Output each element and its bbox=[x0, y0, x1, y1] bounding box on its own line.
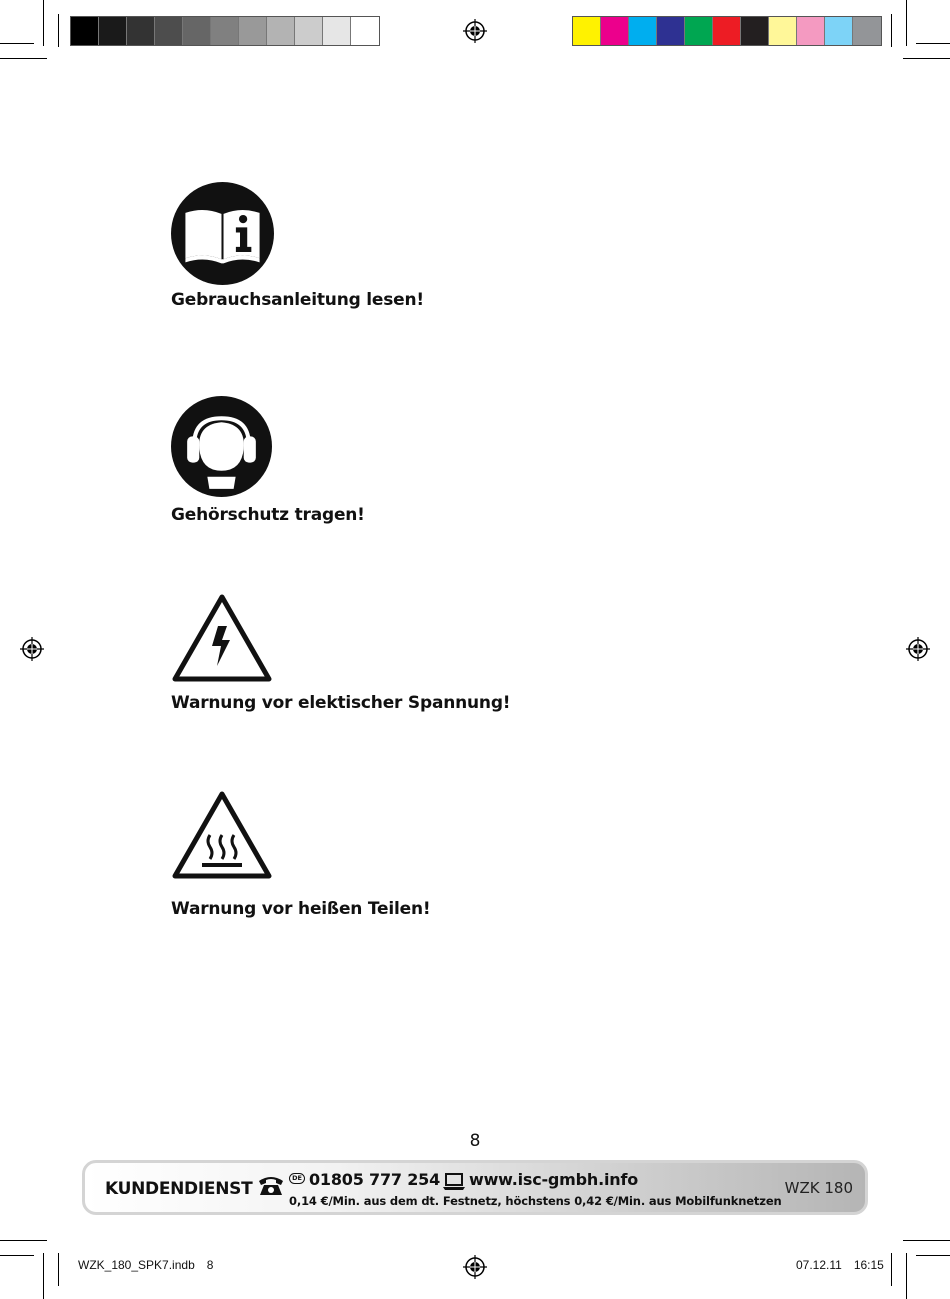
caption-ear-protection: Gehörschutz tragen! bbox=[171, 505, 365, 525]
process-color-swatch bbox=[741, 17, 769, 45]
gray-swatch bbox=[71, 17, 99, 45]
customer-service-bar bbox=[82, 1160, 868, 1215]
ear-protection-icon bbox=[171, 396, 272, 497]
slug-timestamp bbox=[796, 1258, 884, 1272]
gray-swatch bbox=[239, 17, 267, 45]
gray-swatch bbox=[267, 17, 295, 45]
process-color-swatch bbox=[853, 17, 881, 45]
caption-electric-warning: Warnung vor elektischer Spannung! bbox=[171, 693, 511, 713]
slug-page-number: 8 bbox=[206, 1258, 214, 1272]
gray-swatch bbox=[127, 17, 155, 45]
registration-mark-top-icon bbox=[463, 19, 487, 43]
registration-mark-left-icon bbox=[20, 637, 44, 661]
gray-swatch bbox=[183, 17, 211, 45]
laptop-icon bbox=[443, 1173, 465, 1191]
call-rates-note: 0,14 €/Min. aus dem dt. Festnetz, höchstens 0,42 €/Min. aus Mobilfunknetzen bbox=[289, 1194, 782, 1208]
customer-service-label: KUNDENDIENST bbox=[105, 1179, 253, 1199]
hotline-number: 01805 777 254 bbox=[309, 1170, 441, 1189]
country-badge: DE bbox=[289, 1173, 305, 1184]
gray-swatch bbox=[323, 17, 351, 45]
process-color-swatch bbox=[601, 17, 629, 45]
slug-time: 16:15 bbox=[853, 1258, 884, 1272]
grayscale-color-bar bbox=[70, 16, 380, 46]
slug-date: 07.12.11 bbox=[796, 1258, 842, 1272]
process-color-swatch bbox=[797, 17, 825, 45]
hot-surface-warning-icon bbox=[172, 791, 272, 879]
read-manual-icon bbox=[171, 182, 274, 285]
gray-swatch bbox=[155, 17, 183, 45]
process-color-swatch bbox=[825, 17, 853, 45]
registration-mark-right-icon bbox=[906, 637, 930, 661]
caption-read-manual: Gebrauchsanleitung lesen! bbox=[171, 290, 424, 310]
process-color-swatch bbox=[629, 17, 657, 45]
telephone-icon bbox=[257, 1175, 285, 1197]
slug-file-name: WZK_180_SPK7.indb bbox=[78, 1258, 195, 1272]
process-color-swatch bbox=[713, 17, 741, 45]
process-color-bar bbox=[572, 16, 882, 46]
process-color-swatch bbox=[657, 17, 685, 45]
registration-mark-bottom-icon bbox=[463, 1255, 487, 1279]
process-color-swatch bbox=[685, 17, 713, 45]
caption-hot-surface-warning: Warnung vor heißen Teilen! bbox=[171, 899, 431, 919]
process-color-swatch bbox=[573, 17, 601, 45]
page-number: 8 bbox=[469, 1131, 481, 1151]
gray-swatch bbox=[295, 17, 323, 45]
electric-warning-icon bbox=[172, 594, 272, 682]
model-label: WZK 180 bbox=[784, 1179, 853, 1197]
slug-file-info bbox=[78, 1258, 213, 1272]
gray-swatch bbox=[99, 17, 127, 45]
process-color-swatch bbox=[769, 17, 797, 45]
gray-swatch bbox=[211, 17, 239, 45]
website-link[interactable]: www.isc-gmbh.info bbox=[469, 1170, 639, 1189]
gray-swatch bbox=[351, 17, 379, 45]
